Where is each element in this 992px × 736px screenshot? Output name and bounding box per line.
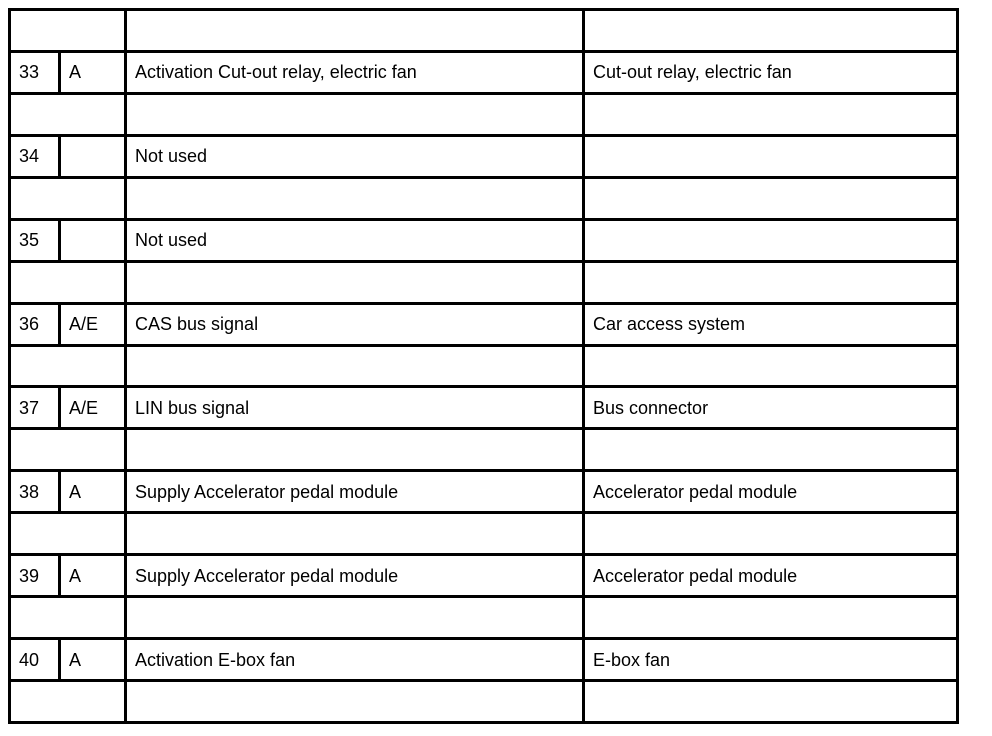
description-cell: Not used [126, 219, 584, 261]
blank-cell [10, 10, 126, 52]
blank-row [10, 10, 958, 52]
component-cell: Bus connector [584, 387, 958, 429]
blank-cell [584, 513, 958, 555]
blank-row [10, 429, 958, 471]
description-cell: Activation E-box fan [126, 639, 584, 681]
signal-type-cell [60, 135, 126, 177]
blank-cell [126, 429, 584, 471]
signal-type-cell: A/E [60, 387, 126, 429]
pin-number-cell: 33 [10, 51, 60, 93]
table-row [10, 387, 958, 429]
blank-cell [126, 597, 584, 639]
blank-row [10, 513, 958, 555]
pin-number-cell: 38 [10, 471, 60, 513]
description-cell: LIN bus signal [126, 387, 584, 429]
pin-number-cell: 35 [10, 219, 60, 261]
blank-cell [10, 93, 126, 135]
signal-type-cell: A [60, 471, 126, 513]
pin-number-cell: 36 [10, 303, 60, 345]
pin-table-body [10, 10, 958, 723]
blank-cell [126, 177, 584, 219]
component-cell [584, 135, 958, 177]
blank-cell [10, 513, 126, 555]
blank-cell [126, 681, 584, 723]
blank-cell [10, 345, 126, 387]
blank-cell [584, 10, 958, 52]
blank-cell [10, 597, 126, 639]
component-cell: Cut-out relay, electric fan [584, 51, 958, 93]
blank-cell [126, 10, 584, 52]
blank-cell [126, 93, 584, 135]
blank-row [10, 681, 958, 723]
signal-type-cell: A [60, 555, 126, 597]
signal-type-cell: A [60, 51, 126, 93]
blank-cell [126, 345, 584, 387]
blank-row [10, 93, 958, 135]
component-cell: Accelerator pedal module [584, 555, 958, 597]
blank-row [10, 597, 958, 639]
blank-cell [584, 345, 958, 387]
pin-number-cell: 40 [10, 639, 60, 681]
description-cell: Not used [126, 135, 584, 177]
blank-cell [10, 261, 126, 303]
blank-cell [126, 261, 584, 303]
description-cell: CAS bus signal [126, 303, 584, 345]
component-cell: Accelerator pedal module [584, 471, 958, 513]
signal-type-cell: A/E [60, 303, 126, 345]
table-row [10, 51, 958, 93]
component-cell [584, 219, 958, 261]
table-row [10, 303, 958, 345]
blank-cell [584, 597, 958, 639]
description-cell: Supply Accelerator pedal module [126, 471, 584, 513]
description-cell: Supply Accelerator pedal module [126, 555, 584, 597]
signal-type-cell: A [60, 639, 126, 681]
pin-number-cell: 37 [10, 387, 60, 429]
blank-row [10, 177, 958, 219]
blank-cell [584, 681, 958, 723]
blank-cell [584, 261, 958, 303]
table-row [10, 639, 958, 681]
blank-cell [584, 93, 958, 135]
signal-type-cell [60, 219, 126, 261]
blank-cell [584, 177, 958, 219]
blank-cell [584, 429, 958, 471]
blank-cell [126, 513, 584, 555]
pin-assignment-table [8, 8, 959, 724]
table-row [10, 471, 958, 513]
description-cell: Activation Cut-out relay, electric fan [126, 51, 584, 93]
table-row [10, 219, 958, 261]
blank-cell [10, 429, 126, 471]
pin-number-cell: 34 [10, 135, 60, 177]
table-row [10, 135, 958, 177]
blank-cell [10, 177, 126, 219]
blank-row [10, 261, 958, 303]
pin-number-cell: 39 [10, 555, 60, 597]
blank-row [10, 345, 958, 387]
component-cell: Car access system [584, 303, 958, 345]
table-row [10, 555, 958, 597]
component-cell: E-box fan [584, 639, 958, 681]
blank-cell [10, 681, 126, 723]
